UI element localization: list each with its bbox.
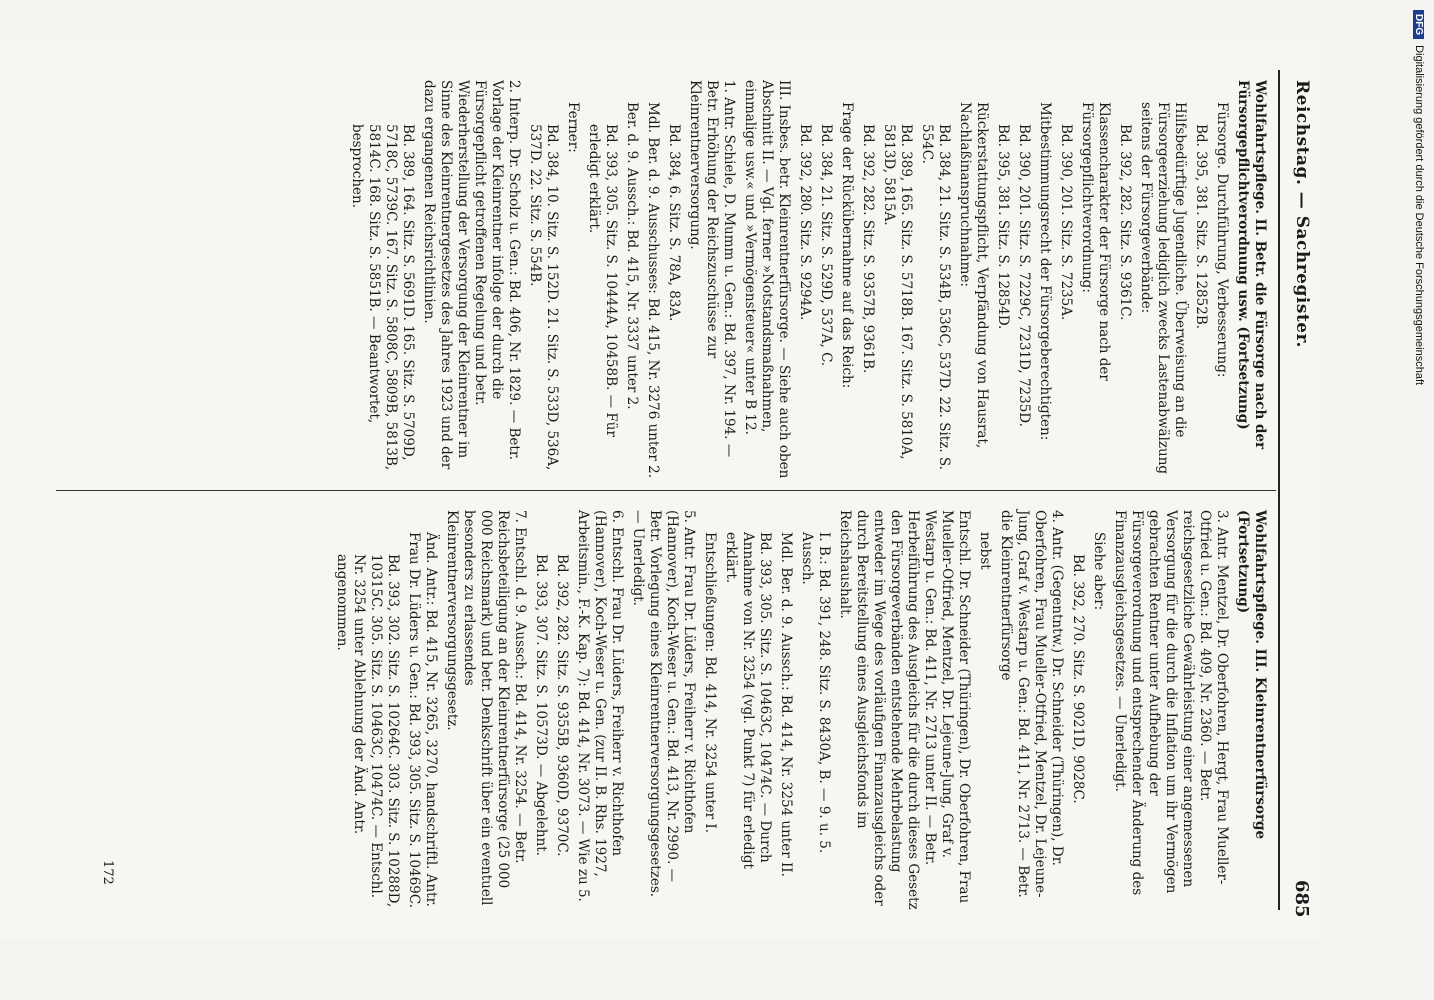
document-page: [0, 40, 1320, 940]
footer-number: 172: [100, 860, 115, 885]
entry-text: Ferner:: [565, 102, 581, 153]
left-column: [344, 80, 1268, 480]
entry-text: Mitbestimmungsrecht der Fürsorgeberechtigten:: [1037, 102, 1053, 441]
header-rule: [1278, 70, 1280, 910]
entry-reference: Bd. 389, 164. Sitz. S. 5691D. 165. Sitz. S. 5709D, 5718C, 5739C. 167. Sitz. S. 5808C, 5809B, 5813B, 5814C. 168. Sitz. S. 5851B. — Beantwortet, besprochen.: [349, 124, 416, 471]
entry-text: nebst: [977, 532, 993, 570]
section-heading: Wohlfahrtspflege. II. Betr. die Fürsorge nach der Fürsorgepflichtverordnung usw. (Fortsetzung): [1235, 80, 1268, 450]
entry-text: Entschließungen: Bd. 414, Nr. 3254 unter I.: [702, 532, 718, 834]
entry-text: Fürsorge. Durchführung, Verbesserung:: [1214, 102, 1230, 378]
subsection-heading: III. Insbes. betr. Kleinrentnerfürsorge. — Siehe auch oben Abschnitt II. — Vgl. ferner »Notstandsmaßnahmen, einmalige usw.« und »Vermögensteuer« unter B 12.: [742, 80, 792, 479]
entry-text: Hilfsbedürftige Jugendliche. Überweisung an die Fürsorgeerziehung lediglich zwecks Lastenabwälzung seitens der Fürsorgeverbände:: [1138, 102, 1188, 475]
entry-text: Frage der Rückübernahme auf das Reich:: [839, 102, 855, 389]
entry-reference: Bd. 392, 282. Sitz. S. 9355B, 9360D, 9370C.: [554, 554, 570, 857]
numbered-entry: 4. Antr. (Gegentntw.) Dr. Schneider (Thüringen), Dr. Oberfohren, Frau Mueller-Otfried, Mentzel, Dr. Lejeune-Jung, Graf v. Westarp u. Gen.: Bd. 411, Nr. 2713. — Betr. die Kleinrentnerfürsorge: [998, 510, 1065, 898]
entry-reference: Bd. 390, 201. Sitz. S. 7235A.: [1058, 124, 1074, 321]
running-header: Reichstag. — Sachregister.: [1292, 80, 1312, 348]
entry-reference: Bd. 392, 282. Sitz. S. 9357B, 9361B.: [860, 124, 876, 374]
right-column: [329, 510, 1268, 910]
entry-reference: Bd. 392, 270. Sitz. S. 9021D, 9028C.: [1070, 554, 1086, 804]
digitization-note: [1395, 10, 1431, 990]
funding-text: Digitalisierung gefördert durch die Deutsche Forschungsgemeinschaft: [1413, 45, 1425, 386]
section-heading: Wohlfahrtspflege. III. Kleinrentnerfürsorge (Fortsetzung): [1235, 510, 1268, 840]
entry-reference: Bd. 384, 6. Sitz. S. 78A, 83A.: [666, 124, 682, 322]
entry-reference: Bd. 393, 307. Sitz. S. 10573D. — Abgelehnt.: [533, 554, 549, 856]
entry-reference: Bd. 395, 381. Sitz. S. 12852B.: [1193, 124, 1209, 330]
numbered-entry: 6. Entschl. Frau Dr. Lüders, Freiherr v. Richthofen (Hannover), Koch-Weser u. Gen. (zur II. B. Rhs. 1927, Arbeitsmin., F.-K. Kap. 7): Bd. 414, Nr. 3073. — Wie zu 5.: [575, 510, 625, 902]
numbered-entry: 7. Entschl. d. 9. Aussch.: Bd. 414, Nr. 3254. — Betr. Reichsbeteiligung an der Kleinrentnerfürsorge (25 000 000 Reichsmark) und betr. Denkschrift über ein eventuell besonders zu erlassendes Kleinrentnerversorgungsgesetz.: [444, 510, 528, 906]
entry-reference: Bd. 393, 305. Sitz. S. 10444A, 10458B. — Für erledigt erklärt.: [586, 124, 619, 437]
entry-reference: I. B.: Bd. 391, 248. Sitz. S. 8430A, B. — 9. u. 5. Aussch.: [799, 532, 832, 854]
entry-reference: Bd. 384, 21. Sitz. S. 534B, 536C, 537D. 22. Sitz. S. 554C.: [919, 124, 952, 470]
entry-reference: Bd. 384, 21. Sitz. S. 529D, 537A, C.: [818, 124, 834, 367]
numbered-entry: 1. Antr. Schiele, D. Mumm u. Gen.: Bd. 397, Nr. 194. — Betr. Erhöhung der Reichszuschüsse zur Kleinrentnerversorgung.: [687, 80, 737, 458]
entry-text: Mdl. Ber. d. 9. Ausschusses: Bd. 415, Nr. 3276 unter 2.: [645, 102, 661, 479]
entry-reference: Bd. 389, 165. Sitz. S. 5718B. 167. Sitz. S. 5810A, 5813D, 5815A.: [881, 124, 914, 460]
entry-text: Änd. Antr.: Bd. 415, Nr. 3265, 3270, handschriftl. Antr. Frau Dr. Lüders u. Gen.: Bd. 393, 305. Sitz. S. 10469C.: [406, 532, 439, 909]
entry-reference: Bd. 392, 280. Sitz. S. 9294A.: [797, 124, 813, 321]
column-divider: [56, 490, 1276, 491]
entry-reference: Bd. 390, 201. Sitz. S. 7229C, 7231D, 7235D.: [1016, 124, 1032, 427]
numbered-entry: 3. Antr. Mentzel, Dr. Oberfohren, Hergt, Frau Mueller-Otfried u. Gen.: Bd. 409, Nr. 2360. — Betr. reichsgesetzliche Gewährleistung einer angemessenen Versorgung für die durch die Inflation um ihr Vermögen gebrachten Rentner unter Aufhebung der Fürsorgeverordnung und entsprechender Änderung des Finanzausgleichsgesetzes. — Unerledigt.: [1112, 510, 1230, 896]
entry-reference: Bd. 384, 10. Sitz. S. 152D. 21. Sitz. S. 533D, 536A, 537D. 22. Sitz. S. 554B.: [527, 124, 560, 471]
entry-text: Klassencharakter der Fürsorge nach der Fürsorgepflichtverordnung:: [1079, 102, 1112, 381]
entry-reference: Bd. 393, 302. Sitz. S. 10264C. 303. Sitz. S. 10288D, 10315C. 305. Sitz. S. 10463C, 10474C. — Entschl. Nr. 3254 unter Ablehnung der Änd. Antr. angenommen.: [334, 554, 401, 908]
entry-text: Siehe aber:: [1091, 532, 1107, 611]
entry-reference: Bd. 395, 381. Sitz. S. 12854D.: [995, 124, 1011, 330]
entry-reference: Mdl. Ber. d. 9. Aussch.: Bd. 414, Nr. 3254 unter II.: [778, 532, 794, 877]
numbered-entry: 2. Interp. Dr. Scholz u. Gen.: Bd. 406, Nr. 1829. — Betr. Vorlage der Kleinrentner infolge der durch die Fürsorgepflicht getroffenen Regelung und betr. Wiederherstellung der Versorgung der Kleinrentner im Sinne des Kleinrentnergesetzes des Jahres 1923 und der dazu ergangenen Reichsrichtlinien.: [421, 80, 522, 470]
page-number: 685: [1291, 880, 1312, 918]
entry-reference: Bd. 392, 282. Sitz. S. 9361C.: [1117, 124, 1133, 321]
entry-text: Rückerstattungspflicht, Verpfändung von Hausrat, Nachlaßinanspruchnahme:: [957, 102, 990, 449]
entry-text: Ber. d. 9. Aussch.: Bd. 415, Nr. 3337 unter 2.: [624, 102, 640, 410]
entry-text: Entschl. Dr. Schneider (Thüringen), Dr. Oberfohren, Frau Mueller-Otfried, Mentzel, Dr. Lejeune-Jung, Graf v. Westarp u. Gen.: Bd. 411, Nr. 2713 unter II. — Betr. Herbeiführung des Ausgleichs für die durch dieses Gesetz den Fürsorgeverbänden entstehende Mehrbelastung entweder im Wege des vorläufigen Finanzausgleichs oder durch Bereitstellung eines Ausgleichsfonds im Reichshaushalt.: [837, 510, 972, 910]
entry-reference: Bd. 393, 305. Sitz. S. 10463C, 10474C. — Durch Annahme von Nr. 3254 (vgl. Punkt 7) für erledigt erklärt.: [723, 532, 773, 869]
numbered-entry: 5. Antr. Frau Dr. Lüders, Freiherr v. Richthofen (Hannover), Koch-Weser u. Gen.: Bd. 413, Nr. 2990. — Betr. Vorlegung eines Kleinrentnerversorgungsgesetzes. — Unerledigt.: [630, 510, 697, 898]
dfg-logo: DFG: [1413, 10, 1424, 39]
